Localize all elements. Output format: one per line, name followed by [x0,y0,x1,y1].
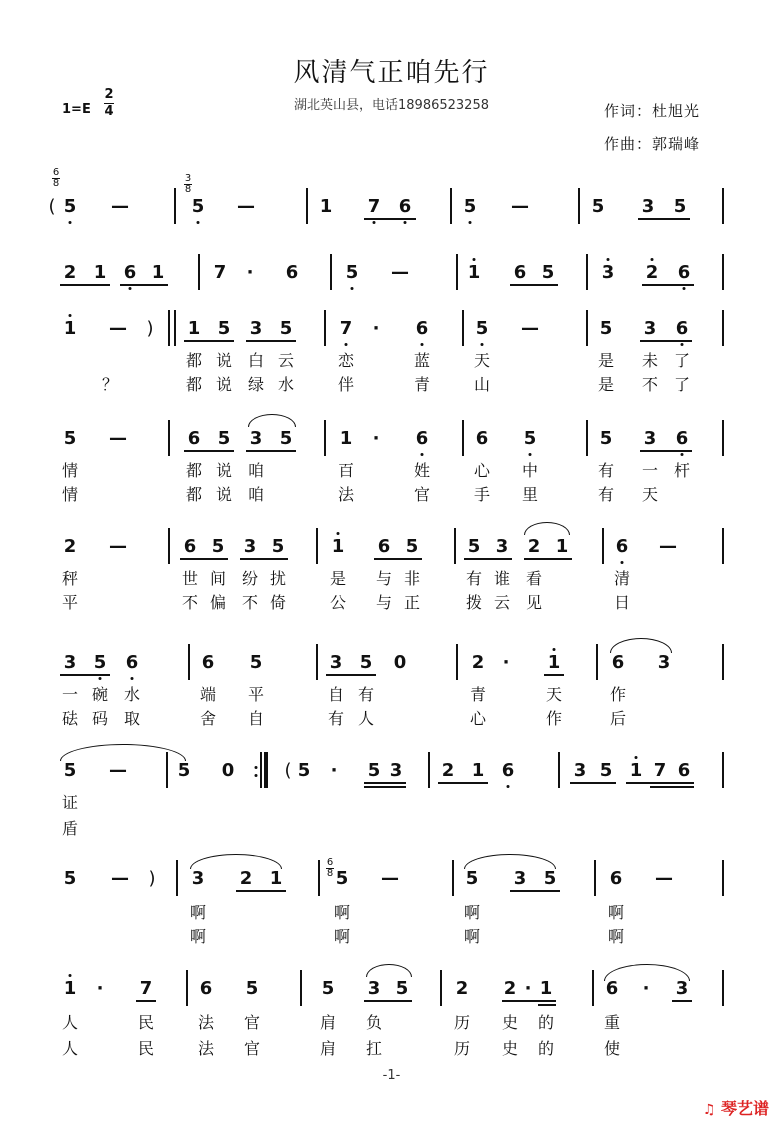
note: 7 [367,196,381,217]
note: 5 [279,318,293,339]
note: 1 [539,978,553,999]
lyric: 碗 [91,685,109,704]
note: 5 [271,536,285,557]
lyric: 了 [673,351,691,370]
lyric: 码 [91,709,109,728]
note: · [372,318,380,339]
note: — [109,318,127,339]
note: 6 [675,318,689,339]
note: 5 [63,428,77,449]
lyric: 啊 [333,927,351,946]
lyric: 天 [473,351,491,370]
note: 5 [93,652,107,673]
lyric: 有 [327,709,345,728]
note: 3 [63,652,77,673]
lyric: 见 [525,593,543,612]
note: 6 [187,428,201,449]
note: 5 [335,868,349,889]
note: — [521,318,539,339]
note: 6 [475,428,489,449]
lyric: 端 [199,685,217,704]
lyric: 官 [243,1039,261,1058]
meter-change: 6 8 [52,167,60,189]
note: 5 [191,196,205,217]
note: — [511,196,529,217]
lyric: 史 [501,1039,519,1058]
lyric: 间 [209,569,227,588]
lyric: 啊 [463,927,481,946]
note: 5 [217,428,231,449]
lyric: 啊 [189,927,207,946]
note: 5 [467,536,481,557]
lyric: 恋 [337,351,355,370]
lyric: 啊 [189,903,207,922]
note: ( [48,196,56,217]
composer-credit: 作曲：郭瑞峰 [604,135,701,153]
lyric: 谁 [493,569,511,588]
note: 5 [63,196,77,217]
lyric: 百 [337,461,355,480]
note: 1 [187,318,201,339]
lyric: 扛 [365,1039,383,1058]
lyric: 啊 [463,903,481,922]
note: 2 [645,262,659,283]
note: 5 [279,428,293,449]
lyric: 说 [215,351,233,370]
lyric: 史 [501,1013,519,1032]
lyric: 民 [137,1039,155,1058]
lyric: 与 [375,569,393,588]
note: 5 [463,196,477,217]
lyric: 舍 [199,709,217,728]
lyric: 伴 [337,375,355,394]
lyric: 平 [61,593,79,612]
lyric: 青 [469,685,487,704]
lyric: 作 [609,685,627,704]
note: 6 [415,428,429,449]
note: 2 [471,652,485,673]
note: — [237,196,255,217]
lyric: 有 [597,485,615,504]
note: ) [148,868,156,889]
note: · [502,652,510,673]
lyric: 水 [277,375,295,394]
note: 1 [151,262,165,283]
note: — [109,760,127,781]
note: 2 [63,536,77,557]
note: 7 [213,262,227,283]
note: 6 [609,868,623,889]
note: 6 [415,318,429,339]
lyric: 与 [375,593,393,612]
logo-icon: ♫ [702,1102,716,1118]
note: 6 [398,196,412,217]
lyric: 不 [641,375,659,394]
lyric: 法 [337,485,355,504]
note: 6 [513,262,527,283]
note: 2 [63,262,77,283]
lyric: 说 [215,461,233,480]
song-subtitle: 湖北英山县，电话18986523258 [294,98,489,113]
note: 3 [191,868,205,889]
lyric: 云 [277,351,295,370]
lyric: 青 [413,375,431,394]
note: — [109,536,127,557]
note: 3 [329,652,343,673]
lyric: 蓝 [413,351,431,370]
lyric: 历 [453,1013,471,1032]
note: 6 [123,262,137,283]
lyric: 有 [597,461,615,480]
note: 6 [201,652,215,673]
lyric: 作 [545,709,563,728]
note: 5 [673,196,687,217]
lyric: 盾 [61,819,79,838]
time-bottom: 4 [104,104,114,119]
note: 1 [339,428,353,449]
lyric: 偏 [209,593,227,612]
lyric: 都 [185,351,203,370]
note: 6 [501,760,515,781]
note: 1 [269,868,283,889]
note: 1 [547,652,561,673]
lyric: 有 [465,569,483,588]
note: · [642,978,650,999]
lyric: 云 [493,593,511,612]
lyric: 人 [61,1013,79,1032]
lyric: 纷 [241,569,259,588]
lyric: 证 [61,793,79,812]
note: · [524,978,532,999]
note: 5 [465,868,479,889]
lyric: 情 [61,461,79,480]
note: 5 [591,196,605,217]
lyric: 绿 [247,375,265,394]
note: 5 [217,318,231,339]
note: 1 [63,318,77,339]
note: 5 [523,428,537,449]
lyric: 官 [413,485,431,504]
note: 2 [441,760,455,781]
site-logo[interactable] [703,1096,769,1119]
note: · [246,262,254,283]
lyric: 公 [329,593,347,612]
note: 2 [527,536,541,557]
note: 3 [243,536,257,557]
lyric: 重 [603,1013,621,1032]
note: 6 [611,652,625,673]
lyric: 一 [641,461,659,480]
note: — [111,868,129,889]
note: 6 [675,428,689,449]
lyric: 拨 [465,593,483,612]
note: — [391,262,409,283]
lyric: 了 [673,375,691,394]
lyric: 法 [197,1013,215,1032]
time-top: 2 [104,87,114,102]
lyric: 法 [197,1039,215,1058]
note: 5 [321,978,335,999]
note: 3 [389,760,403,781]
note: 3 [675,978,689,999]
lyric: 心 [473,461,491,480]
key-signature: 1=E [62,102,91,117]
note: — [655,868,673,889]
note: ( [284,760,292,781]
lyric: 世 [181,569,199,588]
lyric: 是 [329,569,347,588]
note: 0 [393,652,407,673]
meter-change: 6 8 [326,857,334,879]
lyric: 里 [521,485,539,504]
lyric: 杆 [673,461,691,480]
lyric: 自 [247,709,265,728]
note: 7 [653,760,667,781]
lyricist-credit: 作词：杜旭光 [604,102,701,120]
lyric: 人 [357,709,375,728]
lyric: 平 [247,685,265,704]
lyric: 情 [61,485,79,504]
note: 5 [405,536,419,557]
note: 5 [599,318,613,339]
song-title: 风清气正咱先行 [293,58,490,88]
note: 3 [513,868,527,889]
note: 3 [641,196,655,217]
lyric: 后 [609,709,627,728]
note: 5 [177,760,191,781]
lyric: 人 [61,1039,79,1058]
note: 6 [615,536,629,557]
note: 1 [467,262,481,283]
lyric: 是 [597,375,615,394]
note: 5 [345,262,359,283]
note: 3 [601,262,615,283]
note: 6 [183,536,197,557]
note: · [96,978,104,999]
note: 7 [139,978,153,999]
note: 6 [377,536,391,557]
note: 5 [211,536,225,557]
lyric: 的 [537,1013,555,1032]
lyric: 姓 [413,461,431,480]
lyric: 秤 [61,569,79,588]
lyric: 不 [241,593,259,612]
note: ) [146,318,154,339]
note: 3 [249,318,263,339]
note: 6 [125,652,139,673]
lyric: 心 [469,709,487,728]
note: 5 [543,868,557,889]
note: 6 [199,978,213,999]
lyric: 正 [403,593,421,612]
lyric: 一 [61,685,79,704]
note: 5 [599,760,613,781]
note: 5 [599,428,613,449]
lyric: 都 [185,375,203,394]
note: 5 [475,318,489,339]
note: 3 [495,536,509,557]
lyric: 手 [473,485,491,504]
lyric: 水 [123,685,141,704]
lyric: 啊 [333,903,351,922]
lyric: 日 [613,593,631,612]
note: 1 [555,536,569,557]
note: 1 [319,196,333,217]
note: 3 [643,428,657,449]
lyric: 负 [365,1013,383,1032]
lyric: 未 [641,351,659,370]
lyric: 肩 [319,1013,337,1032]
lyric: 民 [137,1013,155,1032]
lyric: 砝 [61,709,79,728]
lyric: 中 [521,461,539,480]
note: 3 [657,652,671,673]
lyric: 啊 [607,903,625,922]
page-number: -1- [382,1068,401,1083]
lyric: 清 [613,569,631,588]
lyric: 有 [357,685,375,704]
note: 1 [629,760,643,781]
lyric: 官 [243,1013,261,1032]
lyric: 说 [215,485,233,504]
note: 6 [605,978,619,999]
lyric: 自 [327,685,345,704]
note: 5 [63,868,77,889]
lyric: ？ [101,375,119,394]
note: 1 [331,536,345,557]
note: 5 [245,978,259,999]
note: 2 [239,868,253,889]
note: 5 [541,262,555,283]
note: — [109,428,127,449]
lyric: 是 [597,351,615,370]
note: 5 [395,978,409,999]
note: 5 [63,760,77,781]
note: — [111,196,129,217]
lyric: 取 [123,709,141,728]
time-signature [104,88,114,119]
note: 3 [367,978,381,999]
note: — [659,536,677,557]
lyric: 非 [403,569,421,588]
note: 3 [573,760,587,781]
note: 5 [249,652,263,673]
lyric: 咱 [247,485,265,504]
lyric: 天 [545,685,563,704]
lyric: 啊 [607,927,625,946]
lyric: 肩 [319,1039,337,1058]
note: 6 [677,262,691,283]
note: 5 [367,760,381,781]
lyric: 看 [525,569,543,588]
logo-text: 琴艺谱 [720,1099,769,1118]
note: 3 [249,428,263,449]
note: · [330,760,338,781]
lyric: 倚 [269,593,287,612]
lyric: 使 [603,1039,621,1058]
note: 5 [297,760,311,781]
note: 1 [63,978,77,999]
lyric: 天 [641,485,659,504]
note: 2 [503,978,517,999]
note: 7 [339,318,353,339]
note: 1 [471,760,485,781]
lyric: 扰 [269,569,287,588]
lyric: 的 [537,1039,555,1058]
lyric: 不 [181,593,199,612]
note: 2 [455,978,469,999]
note: 6 [677,760,691,781]
note: 5 [359,652,373,673]
lyric: 都 [185,461,203,480]
lyric: 咱 [247,461,265,480]
meter-change: 3 8 [184,173,192,195]
note: 1 [93,262,107,283]
lyric: 山 [473,375,491,394]
lyric: 都 [185,485,203,504]
note: 3 [643,318,657,339]
note: — [381,868,399,889]
note: 0 [221,760,235,781]
lyric: 历 [453,1039,471,1058]
note: 6 [285,262,299,283]
lyric: 说 [215,375,233,394]
note: · [372,428,380,449]
lyric: 白 [247,351,265,370]
